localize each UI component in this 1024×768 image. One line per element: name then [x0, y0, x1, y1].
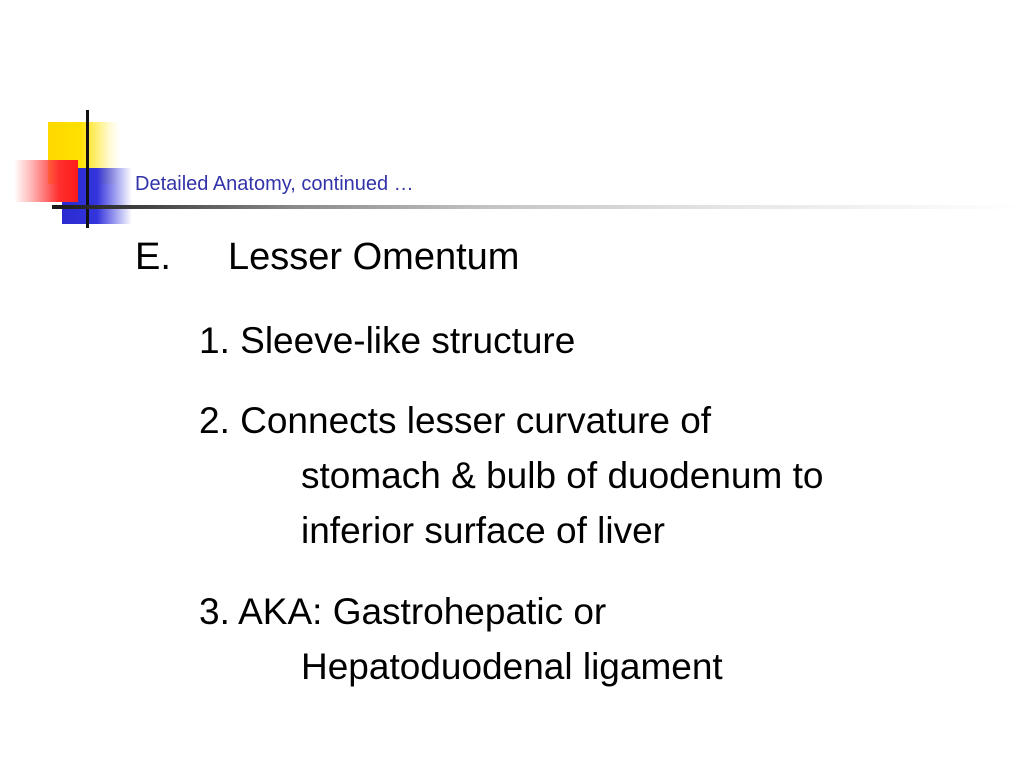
section-heading-text: Lesser Omentum: [228, 236, 520, 278]
section-letter: E.: [135, 236, 171, 278]
red-square: [14, 160, 78, 202]
list-item: [199, 393, 823, 558]
section-heading: [135, 236, 519, 279]
color-squares-logo-icon: [0, 0, 140, 240]
list-item-line: 2. Connects lesser curvature of: [199, 400, 712, 441]
list-item: [199, 584, 723, 694]
list-item-line: stomach & bulb of duodenum to: [301, 455, 824, 496]
slide-title: Detailed Anatomy, continued …: [135, 173, 414, 195]
list-item-line: inferior surface of liver: [301, 510, 665, 551]
list-item: [199, 313, 575, 368]
list-item-line: 3. AKA: Gastrohepatic or: [199, 591, 607, 632]
title-underline: [52, 205, 1024, 209]
list-item-line: Hepatoduodenal ligament: [301, 646, 723, 687]
vertical-rule: [86, 110, 89, 228]
list-item-line: 1. Sleeve-like structure: [199, 320, 576, 361]
